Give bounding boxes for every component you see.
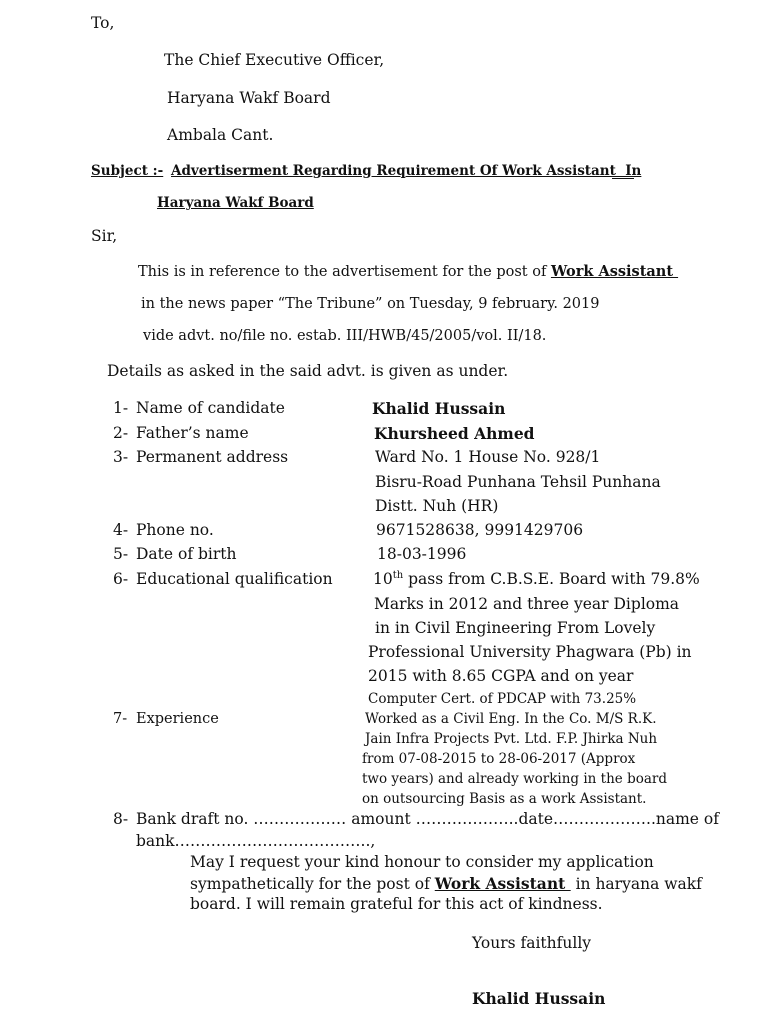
detail-label: Name of candidate: [136, 399, 285, 417]
intro-line-1-text: This is in reference to the advertisement for the post of: [138, 264, 551, 280]
address-line: Distt. Nuh (HR): [375, 497, 499, 515]
detail-label: Educational qualification: [136, 570, 333, 588]
bank-draft-line: Bank draft no. ……………… amount ………………..date………………..name of: [136, 810, 719, 828]
closing-line-1: May I request your kind honour to consider my application: [190, 853, 654, 871]
education-line: [373, 570, 700, 588]
detail-label: Permanent address: [136, 448, 289, 466]
education-line: Marks in 2012 and three year Diploma: [374, 595, 680, 613]
detail-number: 6-: [113, 570, 129, 588]
experience-line: Jain Infra Projects Pvt. Ltd. F.P. Jhirka Nuh: [365, 731, 658, 747]
closing-line-2-tail: in haryana wakf: [570, 875, 702, 893]
salutation-to: To,: [91, 14, 115, 32]
signature-name: Khalid Hussain: [472, 989, 606, 1008]
signoff: Yours faithfully: [472, 934, 592, 952]
experience-line: from 07-08-2015 to 28-06-2017 (Approx: [362, 751, 636, 767]
detail-number: 7-: [113, 711, 128, 727]
detail-label: Father’s name: [136, 424, 249, 442]
education-line: Professional University Phagwara (Pb) in: [368, 643, 692, 661]
detail-number: 8-: [113, 810, 129, 828]
closing-line-2: [190, 875, 702, 894]
post-name-work-assistant: Work Assistant: [550, 263, 679, 280]
closing-post-name: Work Assistant: [434, 874, 571, 893]
intro-line-3: vide advt. no/file no. estab. III/HWB/45/2005/vol. II/18.: [143, 328, 547, 344]
detail-number: 3-: [113, 448, 129, 466]
subject-line-1: Advertiserment Regarding Requirement Of Work Assistant In: [171, 163, 642, 179]
intro-line-1: [138, 263, 678, 281]
detail-number: 4-: [113, 521, 129, 539]
details-intro: Details as asked in the said advt. is given as under.: [107, 362, 509, 380]
subject-line-2: Haryana Wakf Board: [157, 195, 314, 211]
experience-line: Worked as a Civil Eng. In the Co. M/S R.K.: [365, 711, 657, 727]
dob-value: 18-03-1996: [377, 545, 467, 563]
detail-label: Date of birth: [136, 545, 237, 563]
detail-number: 1-: [113, 399, 129, 417]
education-class-suffix: th: [392, 570, 404, 581]
education-line: Computer Cert. of PDCAP with 73.25%: [368, 691, 637, 707]
education-board: pass from C.B.S.E. Board with 79.8%: [403, 570, 700, 589]
address-line: Bisru-Road Punhana Tehsil Punhana: [375, 473, 661, 491]
phone-value: 9671528638, 9991429706: [376, 521, 584, 539]
subject-underline-tail: [612, 178, 634, 179]
detail-number: 2-: [113, 424, 129, 442]
education-line: in in Civil Engineering From Lovely: [375, 619, 656, 637]
addressee-line-3: Ambala Cant.: [167, 126, 274, 144]
addressee-line-2: Haryana Wakf Board: [167, 89, 331, 107]
closing-line-2-text: sympathetically for the post of: [190, 875, 435, 893]
detail-label: Experience: [136, 711, 219, 727]
subject-label: Subject :-: [91, 163, 164, 179]
father-name-value: Khursheed Ahmed: [374, 424, 535, 443]
bank-name-line: bank………………………………..,: [136, 832, 376, 850]
candidate-name-value: Khalid Hussain: [372, 399, 506, 418]
closing-line-3: board. I will remain grateful for this act of kindness.: [190, 895, 603, 913]
experience-line: two years) and already working in the board: [362, 771, 667, 787]
address-line: Ward No. 1 House No. 928/1: [375, 448, 601, 466]
experience-line: on outsourcing Basis as a work Assistant.: [362, 791, 647, 807]
intro-line-2: in the news paper “The Tribune” on Tuesday, 9 february. 2019: [141, 296, 600, 312]
addressee-line-1: The Chief Executive Officer,: [164, 51, 385, 69]
detail-number: 5-: [113, 545, 129, 563]
greeting: Sir,: [91, 227, 118, 245]
education-class: 10: [373, 570, 393, 589]
education-line: 2015 with 8.65 CGPA and on year: [368, 667, 634, 685]
detail-label: Phone no.: [136, 521, 214, 539]
